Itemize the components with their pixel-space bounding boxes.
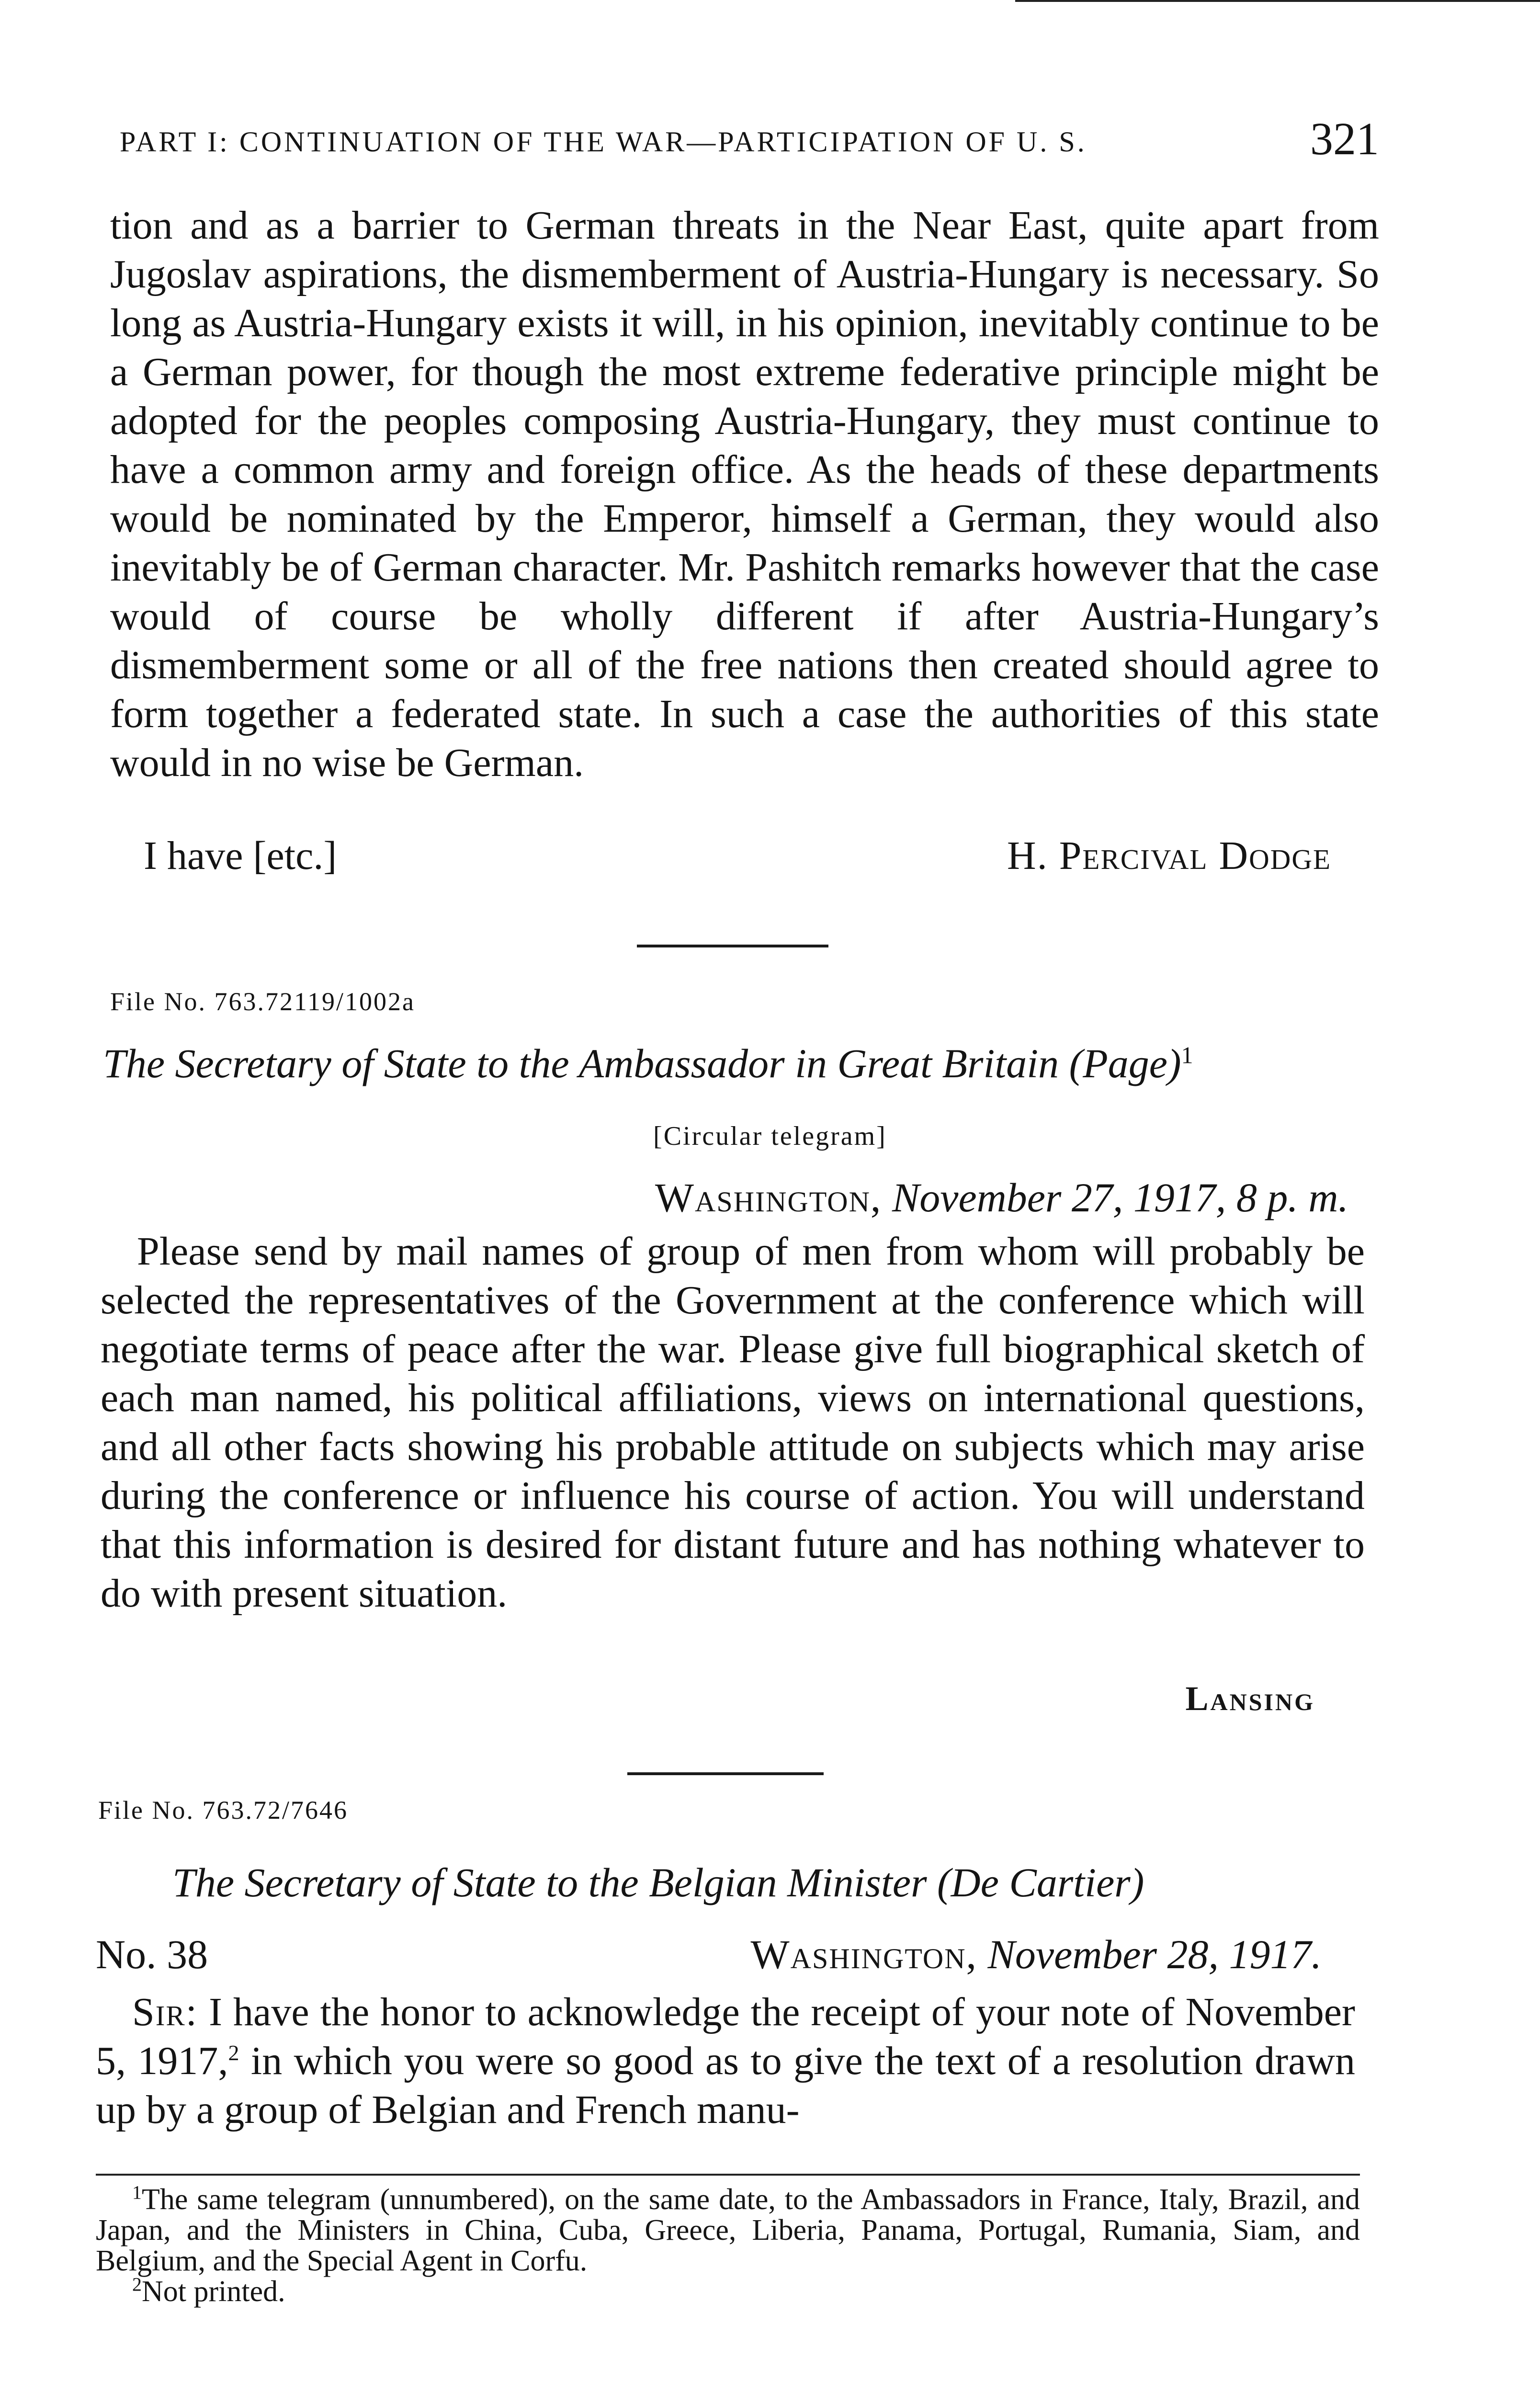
circular-telegram-label: [Circular telegram] xyxy=(653,1121,887,1151)
signature-dodge: H. Percival Dodge xyxy=(1007,833,1331,878)
footnote-1-mark: 1 xyxy=(132,2181,142,2203)
number-dateline-3 xyxy=(96,1930,1322,1978)
page-number: 321 xyxy=(1310,113,1379,164)
document-heading-2 xyxy=(103,1039,1396,1087)
continuation-paragraph: tion and as a barrier to German threats in the Near East, quite apart from Jugoslav aspirations, the dismemberment of Austria-Hungary is necessary. So long as Austria-Hungary exists it will, in his opinion, inevitably continue to be a German power, for though the most extreme federative principle might be adopted for the peoples composing Austria-Hungary, they must continue to have a common army and foreign office. As the heads of these departments would be nominated by the Emperor, himself a German, they would also inevitably be of German character. Mr. Pashitch remarks however that the case would of course be wholly different if after Austria-Hungary’s dismemberment some or all of the free nations then created should agree to form together a federated state. In such a case the authorities of this state would in no wise be German. xyxy=(110,203,1379,785)
dateline-3 xyxy=(750,1930,1322,1978)
section-divider-1 xyxy=(637,945,828,947)
footnote-rule xyxy=(96,2174,1360,2176)
heading-2-addressee: (Page) xyxy=(1069,1040,1181,1086)
running-head-title: PART I: CONTINUATION OF THE WAR—PARTICIPATION OF U. S. xyxy=(120,126,1087,158)
heading-2-text: The Secretary of State to the Ambassador in Great Britain xyxy=(103,1040,1059,1086)
heading-3-addressee: (De Cartier) xyxy=(937,1859,1144,1905)
section-divider-2 xyxy=(627,1772,824,1775)
dateline-3-date: November 28, 1917. xyxy=(987,1931,1322,1977)
salutation: Sir: xyxy=(132,1990,198,2034)
closing-line-1 xyxy=(144,833,1331,879)
dateline-2-place: Washington, xyxy=(655,1175,882,1220)
document-number: No. 38 xyxy=(96,1931,208,1977)
letter-body-3 xyxy=(96,1988,1355,2134)
file-number-3: File No. 763.72/7646 xyxy=(98,1796,349,1825)
heading-2-footnote-mark: 1 xyxy=(1181,1041,1193,1069)
footnote-1 xyxy=(96,2181,1360,2277)
dateline-3-place: Washington, xyxy=(750,1931,978,1977)
footnote-2-text: Not printed. xyxy=(142,2275,285,2308)
letter-body-3-part-b: in which you were so good as to give the text of a resolution drawn up by a group of Belgian and French manu- xyxy=(96,2039,1356,2132)
telegram-body: Please send by mail names of group of men from whom will probably be selected the representatives of the Government at the conference which will negotiate terms of peace after the war. Please give full biographical sketch of each man named, his political affiliations, views on international questions, and all other facts showing his probable attitude on subjects which may arise during the conference or influence his course of action. You will understand that this information is desired for distant future and has nothing whatever to do with present situation. xyxy=(101,1229,1365,1616)
closing-text: I have [etc.] xyxy=(144,833,337,878)
dateline-2-date: November 27, 1917, 8 p. m. xyxy=(892,1175,1348,1220)
footnote-2-mark: 2 xyxy=(132,2273,142,2295)
file-number-2: File No. 763.72119/1002a xyxy=(110,987,415,1016)
top-edge-rule xyxy=(1015,0,1540,2)
letter-body-3-footnote-mark: 2 xyxy=(228,2041,239,2065)
signature-lansing: Lansing xyxy=(1185,1679,1315,1718)
heading-3-text: The Secretary of State to the Belgian Minister xyxy=(172,1859,927,1905)
dateline-2 xyxy=(655,1174,1348,1221)
running-head xyxy=(120,113,1379,164)
letter-body-3-part-a: I have the honor to acknowledge the receipt of your note of November 5, 1917, xyxy=(96,1990,1355,2083)
footnote-2 xyxy=(96,2273,1360,2308)
footnotes xyxy=(96,2181,1360,2308)
footnote-1-text: The same telegram (unnumbered), on the same date, to the Ambassadors in France, Italy, Brazil, and Japan, and the Ministers in China, Cuba, Greece, Liberia, Panama, Portugal, Rumania, Siam, and Belgium, and the Special Agent in Corfu. xyxy=(96,2183,1360,2277)
document-heading-3 xyxy=(172,1859,1465,1906)
